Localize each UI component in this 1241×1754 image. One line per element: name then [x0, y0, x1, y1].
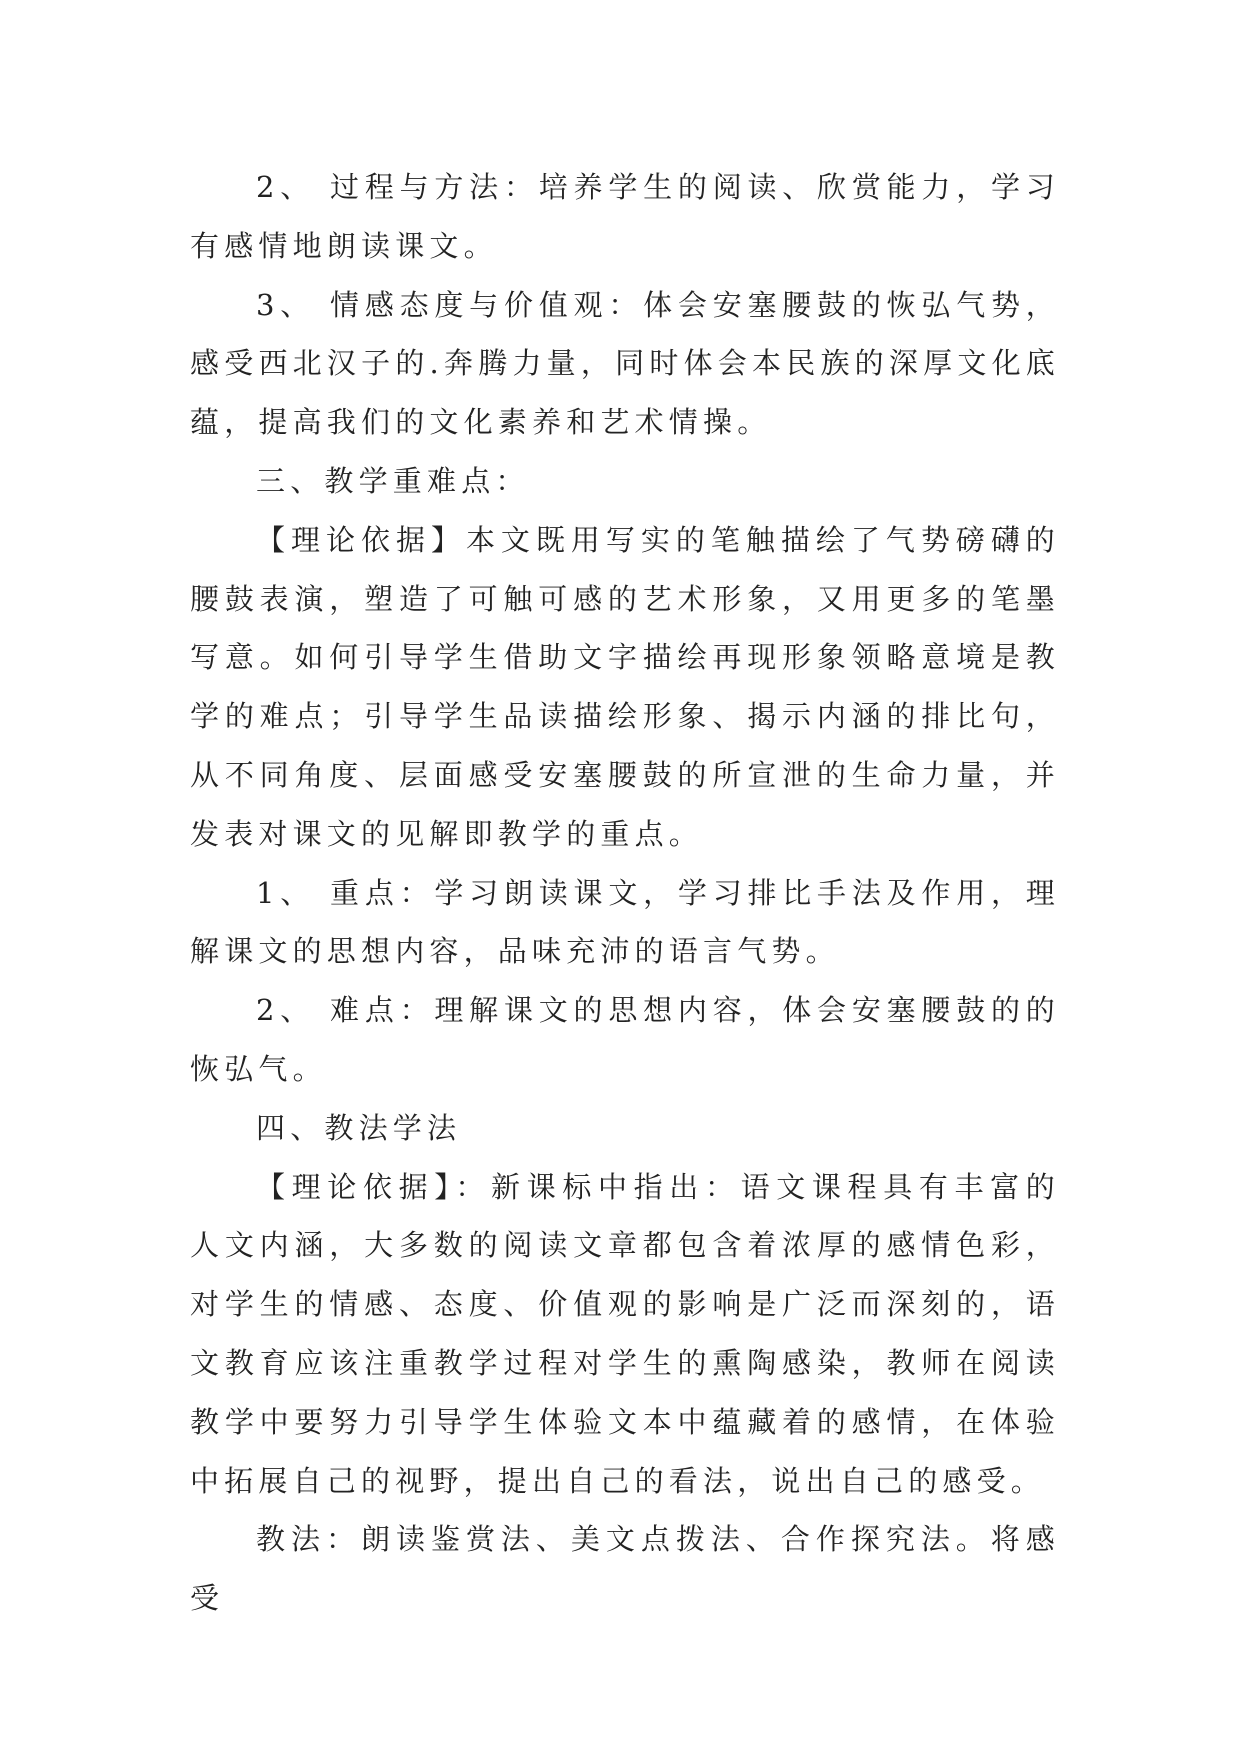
paragraph-theoretical-basis-2: 【理论依据】：新课标中指出：语文课程具有丰富的人文内涵，大多数的阅读文章都包含着浓厚的感情色彩，对学生的情感、态度、价值观的影响是广泛而深刻的，语文教育应该注重教学过程对学生的熏陶感染，教师在阅读教学中要努力引导学生体验文本中蕴藏着的感情，在体验中拓展自己的视野，提出自己的看法，说出自己的感受。: [190, 1169, 1060, 1498]
paragraph-goal-process-method: 2、 过程与方法：培养学生的阅读、欣赏能力，学习有感情地朗读课文。: [190, 170, 1060, 263]
heading-key-difficult-points: 三、教学重难点：: [256, 463, 530, 498]
paragraph-key-point: 1、 重点：学习朗读课文，学习排比手法及作用，理解课文的思想内容，品味充沛的语言气势。: [190, 875, 1060, 969]
paragraph-goal-emotion-values: 3、 情感态度与价值观：体会安塞腰鼓的恢弘气势，感受西北汉子的.奔腾力量，同时体会本民族的深厚文化底蕴，提高我们的文化素养和艺术情操。: [190, 287, 1060, 440]
paragraph-difficult-point: 2、 难点：理解课文的思想内容，体会安塞腰鼓的的恢弘气。: [190, 993, 1060, 1086]
paragraph-theoretical-basis-1: 【理论依据】本文既用写实的笔触描绘了气势磅礴的腰鼓表演，塑造了可触可感的艺术形象，又用更多的笔墨写意。如何引导学生借助文字描绘再现形象领略意境是教学的难点；引导学生品读描绘形象、揭示内涵的排比句，从不同角度、层面感受安塞腰鼓的所宣泄的生命力量，并发表对课文的见解即教学的重点。: [190, 522, 1060, 851]
document-body: [190, 158, 1060, 1628]
paragraph-teaching-method: 教法：朗读鉴赏法、美文点拨法、合作探究法。将感受: [190, 1522, 1060, 1616]
heading-teaching-methods: 四、教法学法: [256, 1110, 462, 1145]
